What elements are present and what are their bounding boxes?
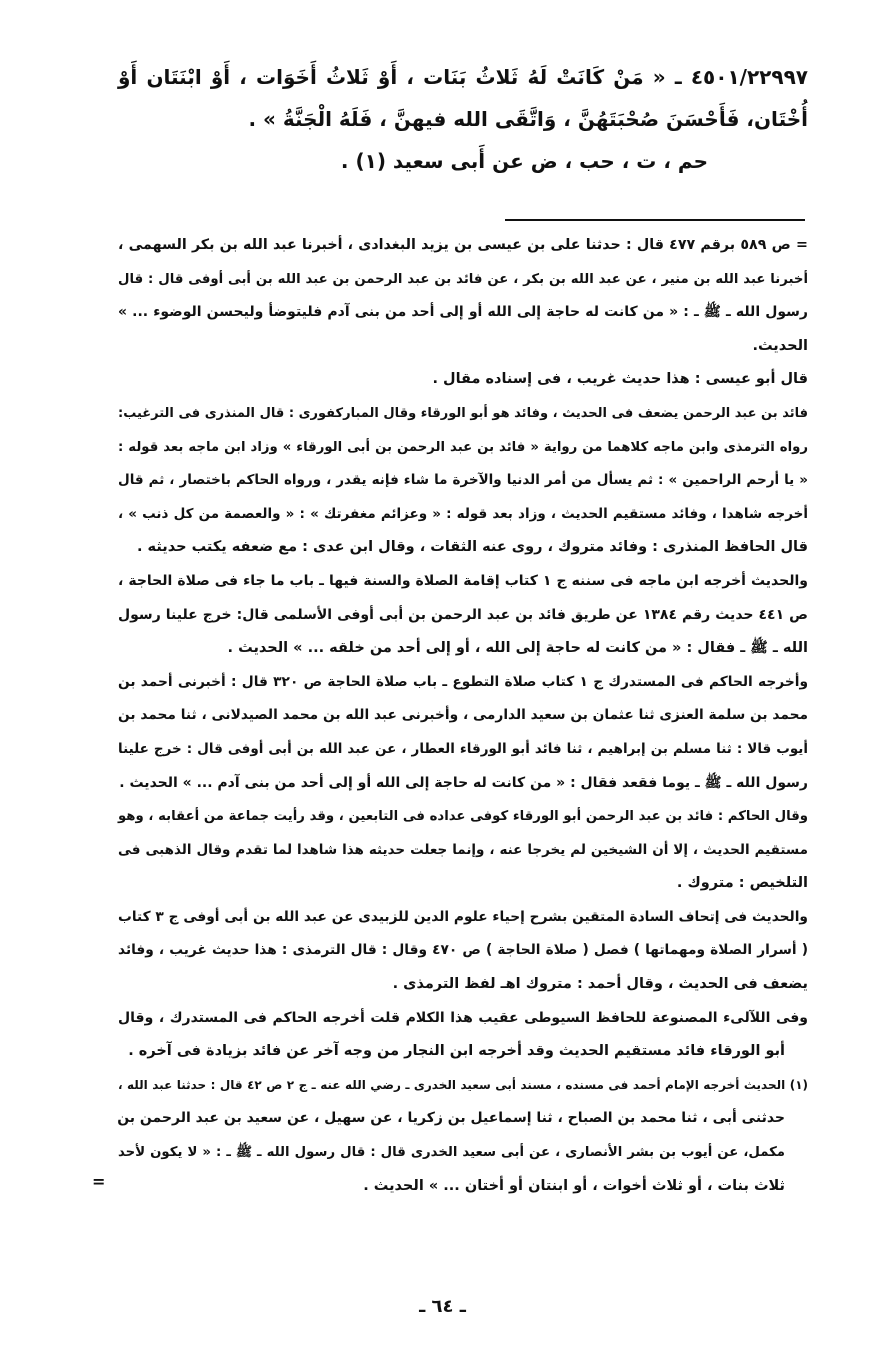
hadith-line: ٤٥٠١/٢٢٩٩٧ ـ « مَنْ كَانَتْ لَهُ ثَلاثُ بَنَات ، أَوْ ثَلاثُ أَخَوَات ، أَوْ ابْنَتَان أَوْ [118,65,808,89]
footnotes [118,229,808,1203]
footnote-line: الله ـ ﷺ ـ فقال : « من كانت له حاجة إلى الله ، أو إلى أحد من خلقه ... » الحديث . [227,640,808,657]
footnote-1-line: مكمل، عن أيوب بن بشر الأنصارى ، عن أبى سعيد الخدرى قال : قال رسول الله ـ ﷺ ـ : « لا يكون لأحد [118,1145,785,1161]
footnote-line: والحديث أخرجه ابن ماجه فى سننه ج ١ كتاب إقامة الصلاة والسنة فيها ـ باب ما جاء فى صلاة الحاجة ، [118,572,808,589]
footnote-line: وقال الحاكم : فائد بن عبد الرحمن أبو الورقاء كوفى عداده فى التابعين ، وقد رأيت جماعة من أعقابه ، وهو [118,809,808,825]
footnote-line: مستقيم الحديث ، إلا أن الشيخين لم يخرجا عنه ، وإنما جعلت حديثه هذا شاهدا لما تقدم وقال الذهبى فى [118,841,808,858]
footnote-line: رسول الله ـ ﷺ ـ : « من كانت له حاجة إلى الله أو إلى أحد من بنى آدم فليتوضأ وليحسن الوضوء ... » [118,304,808,321]
footnote-1-line: (١) الحديث أخرجه الإمام أحمد فى مسنده ، مسند أبى سعيد الخدرى ـ رضي الله عنه ـ ج ٢ ص ٤٢ قال : حدثنا عبد الله ، [118,1077,808,1092]
footnote-1-line: حدثنى أبى ، ثنا محمد بن الصباح ، ثنا إسماعيل بن زكريا ، عن سهيل ، عن سعيد بن عبد الرحمن بن [117,1110,785,1127]
hadith-sources: حم ، ت ، حب ، ض عن أَبى سعيد (١) . [340,149,708,173]
footnote-line: وفى اللآلىء المصنوعة للحافظ السيوطى عقيب هذا الكلام قلت أخرجه الحاكم فى المستدرك ، وقال [118,1009,808,1026]
footnote-line: وأخرجه الحاكم فى المستدرك ج ١ كتاب صلاة التطوع ـ باب صلاة الحاجة ص ٣٢٠ قال : أخبرنى أحمد بن [118,673,808,690]
footnote-line: أخبرنا عبد الله بن منير ، عن عبد الله بن بكر ، عن فائد بن عبد الرحمن بن عبد الله بن أبى أوفى قال : قال [118,271,808,287]
footnote-line: والحديث فى إتحاف السادة المتقين بشرح إحياء علوم الدين للزبيدى عن عبد الله بن أبى أوفى ج ٣ كتاب [118,908,808,925]
footnote-line: الحديث. [752,337,808,354]
footnote-line: = ص ٥٨٩ برقم ٤٧٧ قال : حدثنا على بن عيسى بن يزيد البغدادى ، أخبرنا عبد الله بن بكر السهمى ، [118,237,808,253]
footnote-line: قال أبو عيسى : هذا حديث غريب ، فى إسناده مقال . [432,371,808,388]
footnote-line: قال الحافظ المنذرى : وفائد متروك ، روى عنه الثقات ، وقال ابن عدى : مع ضعفه يكتب حديثه . [136,539,808,556]
footnote-1-line: ثلاث بنات ، أو ثلاث أخوات ، أو ابنتان أو أختان ... » الحديث . [363,1177,785,1194]
footnote-line: التلخيص : متروك . [676,875,808,892]
footnote-line: فائد بن عبد الرحمن يضعف فى الحديث ، وفائد هو أبو الورقاء وقال المباركفورى : قال المنذرى فى الترغيب: [118,405,808,421]
footnote-line: رسول الله ـ ﷺ ـ يوما فقعد فقال : « من كانت له حاجة إلى الله أو إلى أحد من بنى آدم ... » الحديث . [119,774,808,791]
continuation-mark: = [92,1172,106,1191]
page-number: ـ ٦٤ ـ [419,1296,466,1317]
footnote-line: يضعف فى الحديث ، وقال أحمد : متروك اهـ لفظ الترمذى . [392,976,808,993]
footnote-line: أبو الورقاء فائد مستقيم الحديث وقد أخرجه ابن النجار من وجه آخر عن فائد بزيادة فى آخره . [128,1043,785,1060]
footnote-line: ( أسرار الصلاة ومهماتها ) فصل ( صلاة الحاجة ) ص ٤٧٠ وقال : قال الترمذى : هذا حديث غريب ، وفائد [118,942,808,959]
footnote-line: أيوب قالا : ثنا مسلم بن إبراهيم ، ثنا فائد أبو الورقاء العطار ، عن عبد الله بن أبى أوفى قال : خرج علينا [118,740,808,757]
footnote-line: أخرجه شاهدا ، وفائد مستقيم الحديث ، وزاد بعد قوله : « وعزائم مغفرتك » : « والعصمة من كل ذنب » ، [118,505,808,522]
hadith-line: أُخْتَان، فَأَحْسَنَ صُحْبَتَهُنَّ ، وَاتَّقَى الله فيهنَّ ، فَلَهُ الْجَنَّةُ » . [248,107,808,131]
footnote-line: محمد بن سلمة العنزى ثنا عثمان بن سعيد الدارمى ، وأخبرنى عبد الله بن محمد الصيدلانى ، ثنا محمد بن [118,707,808,724]
footnote-separator [505,219,805,221]
footnote-line: رواه الترمذى وابن ماجه كلاهما من رواية « فائد بن عبد الرحمن بن أبى الورقاء » وزاد ابن ماجه بعد قوله : [118,439,808,455]
footnote-line: « يا أرحم الراحمين » : ثم يسأل من أمر الدنيا والآخرة ما شاء فإنه يقدر ، ورواه الحاكم باختصار ، ثم قال [118,472,808,489]
hadith-text [118,56,808,182]
footnote-line: ص ٤٤١ حديث رقم ١٣٨٤ عن طريق فائد بن عبد الرحمن بن أبى أوفى الأسلمى قال: خرج علينا رسول [118,606,808,623]
